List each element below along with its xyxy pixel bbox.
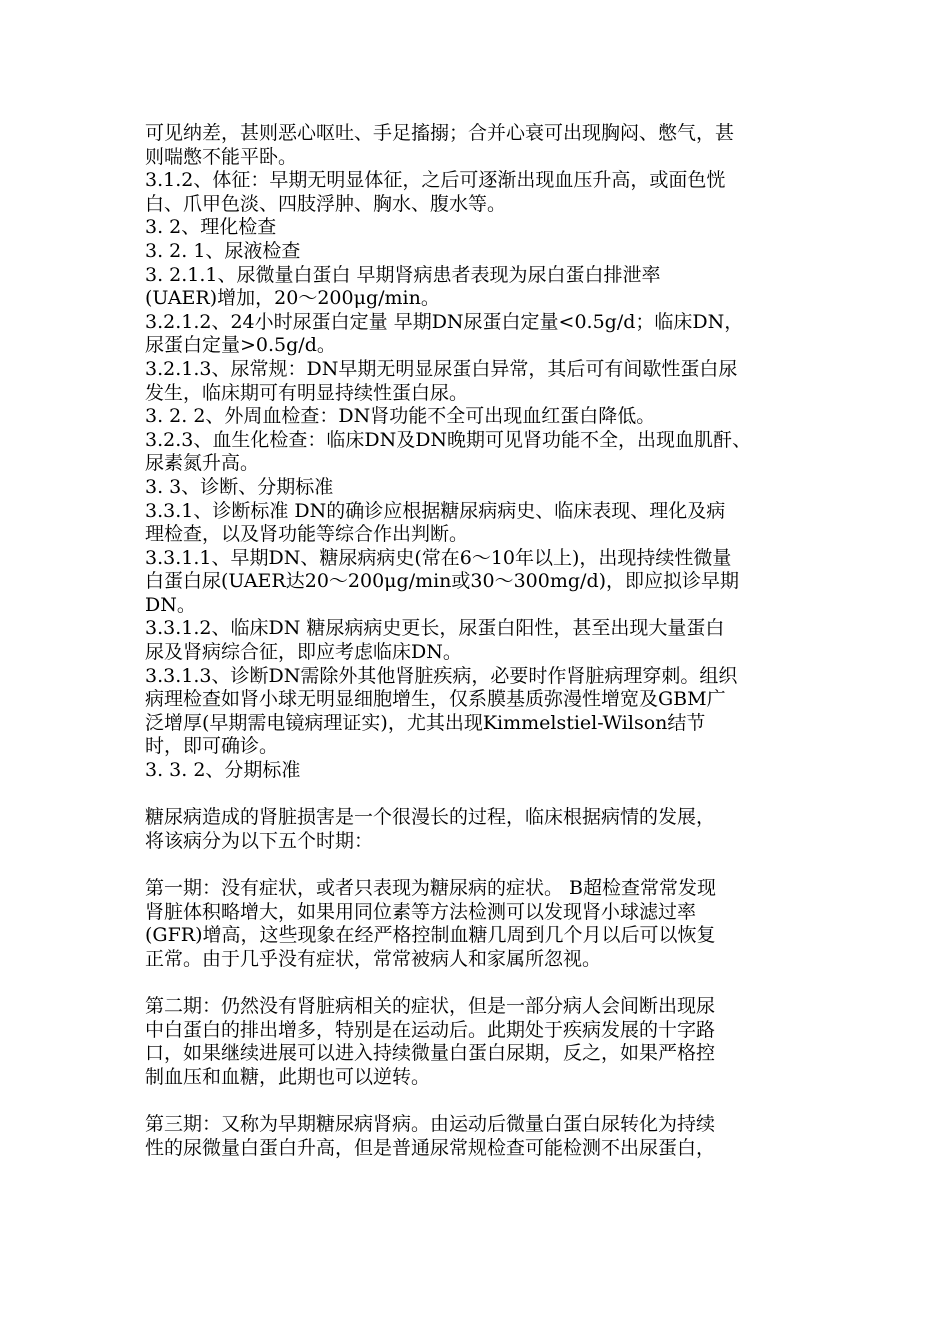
text-line: 3.2.1.2、24小时尿蛋白定量 早期DN尿蛋白定量<0.5g/d；临床DN， (145, 310, 744, 333)
text-line: 第二期：仍然没有肾脏病相关的症状，但是一部分病人会间断出现尿 (145, 994, 716, 1017)
text-line: 尿素氮升高。 (145, 452, 260, 475)
text-line: 正常。由于几乎没有症状，常常被病人和家属所忽视。 (145, 947, 602, 970)
text-line: 中白蛋白的排出增多，特别是在运动后。此期处于疾病发展的十字路 (145, 1018, 716, 1041)
text-line: 时，即可确诊。 (145, 735, 279, 758)
text-line: 可见纳差，甚则恶心呕吐、手足搐搦；合并心衰可出现胸闷、憋气，甚 (145, 122, 735, 144)
text-line: 白、爪甲色淡、四肢浮肿、胸水、腹水等。 (145, 192, 507, 215)
blank-line (145, 853, 815, 877)
text-line: 3. 2. 1、尿液检查 (145, 239, 301, 262)
text-line: 3.2.1.3、尿常规：DN早期无明显尿蛋白异常，其后可有间歇性蛋白尿 (145, 357, 738, 380)
blank-line (145, 783, 815, 807)
text-line: 则喘憋不能平卧。 (145, 145, 298, 168)
text-line: 3.3.1.2、临床DN 糖尿病病史更长，尿蛋白阳性，甚至出现大量蛋白 (145, 617, 725, 640)
text-line: 肾脏体积略增大，如果用同位素等方法检测可以发现肾小球滤过率 (145, 900, 697, 923)
blank-line (145, 1089, 815, 1113)
text-line: 白蛋白尿(UAER达20～200μg/min或30～300mg/d)，即应拟诊早期 (145, 570, 740, 593)
text-line: 3. 3、诊断、分期标准 (145, 475, 334, 498)
text-line: 尿及肾病综合征，即应考虑临床DN。 (145, 641, 462, 664)
text-line: 理检查，以及肾功能等综合作出判断。 (145, 523, 469, 546)
text-line: 3. 2.1.1、尿微量白蛋白 早期肾病患者表现为尿白蛋白排泄率 (145, 263, 661, 286)
text-line: 3.3.1、诊断标准 DN的确诊应根据糖尿病病史、临床表现、理化及病 (145, 499, 726, 522)
text-line: 3.3.1.3、诊断DN需除外其他肾脏疾病，必要时作肾脏病理穿刺。组织 (145, 664, 738, 687)
text-line: 第一期：没有症状，或者只表现为糖尿病的症状。 B超检查常常发现 (145, 877, 717, 899)
text-line: 3. 2、理化检查 (145, 216, 277, 239)
text-line: 病理检查如肾小球无明显细胞增生，仅系膜基质弥漫性增宽及GBM广 (145, 688, 726, 711)
text-line: 第三期：又称为早期糖尿病肾病。由运动后微量白蛋白尿转化为持续 (145, 1112, 716, 1135)
text-line: (GFR)增高，这些现象在经严格控制血糖几周到几个月以后可以恢复 (145, 924, 716, 947)
text-line: 3.2.3、血生化检查：临床DN及DN晚期可见肾功能不全，出现血肌酐、 (145, 428, 752, 451)
text-line: 将该病分为以下五个时期： (145, 829, 374, 852)
text-line: 3. 3. 2、分期标准 (145, 759, 301, 782)
text-line: (UAER)增加，20～200μg/min。 (145, 287, 440, 310)
text-line: 发生，临床期可有明显持续性蛋白尿。 (145, 381, 469, 404)
text-line: 3.3.1.1、早期DN、糖尿病病史(常在6～10年以上)，出现持续性微量 (145, 546, 732, 569)
text-line: 泛增厚(早期需电镜病理证实)，尤其出现Kimmelstiel-Wilson结节 (145, 711, 706, 734)
text-line: 性的尿微量白蛋白升高，但是普通尿常规检查可能检测不出尿蛋白， (145, 1136, 716, 1159)
blank-line (145, 971, 815, 995)
text-line: 3. 2. 2、外周血检查：DN肾功能不全可出现血红蛋白降低。 (145, 405, 656, 428)
text-line: 糖尿病造成的肾脏损害是一个很漫长的过程，临床根据病情的发展， (145, 806, 716, 829)
text-line: 口，如果继续进展可以进入持续微量白蛋白尿期，反之，如果严格控 (145, 1042, 716, 1065)
text-line: 3.1.2、体征：早期无明显体征，之后可逐渐出现血压升高，或面色恍 (145, 169, 726, 192)
text-line: 尿蛋白定量>0.5g/d。 (145, 334, 336, 357)
text-line: DN。 (145, 593, 196, 616)
text-line: 制血压和血糖，此期也可以逆转。 (145, 1065, 431, 1088)
document-body (145, 122, 815, 1160)
